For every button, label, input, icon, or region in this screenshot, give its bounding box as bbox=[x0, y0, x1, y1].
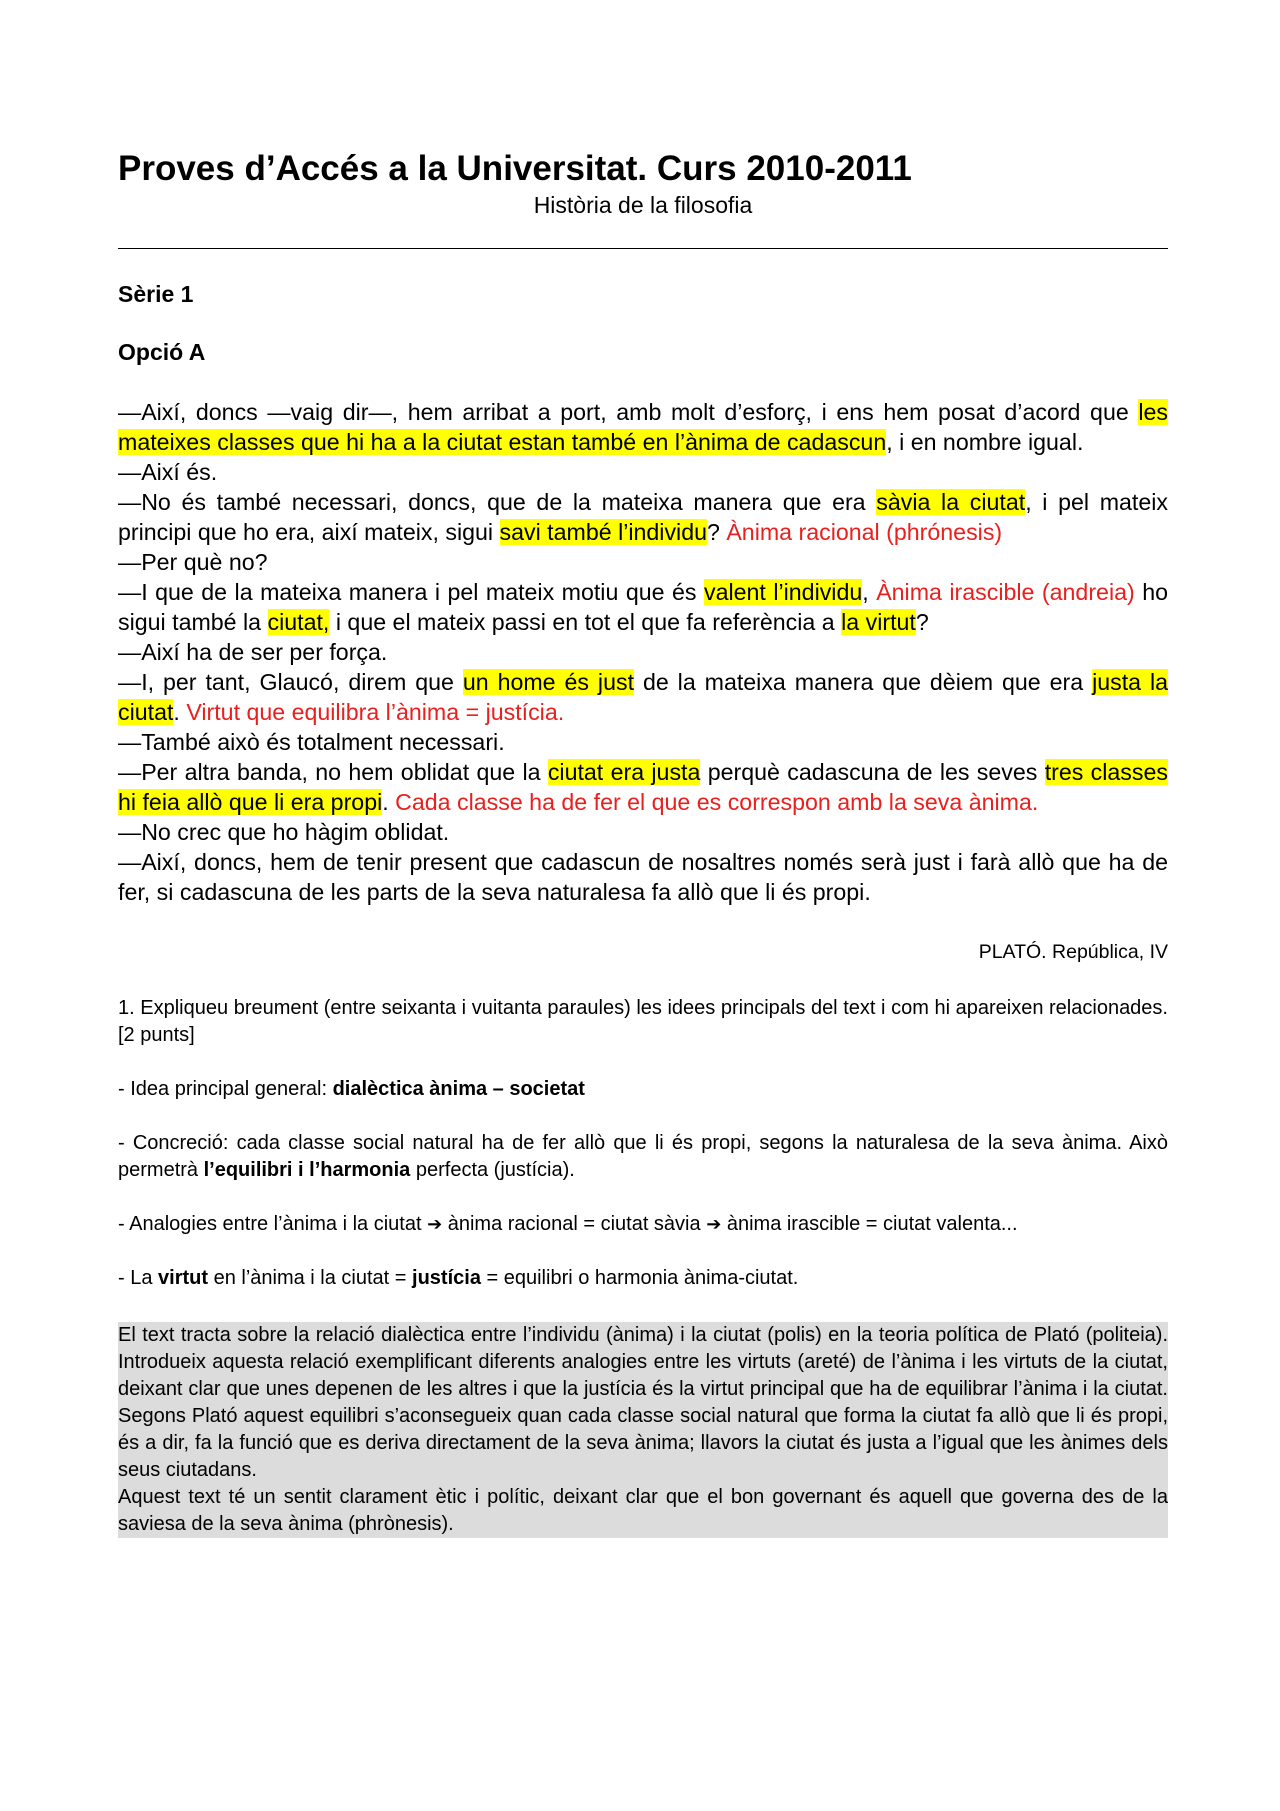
question: 1. Expliqueu breument (entre seixanta i vuitanta paraules) les idees principals del text i com hi apareixen relacionades. [2 punts] bbox=[118, 996, 1168, 1046]
highlight: ciutat era justa bbox=[547, 758, 701, 785]
highlight: un home és just bbox=[462, 668, 635, 695]
highlight: savi també l’individu bbox=[499, 518, 707, 545]
note-text: ànima racional = ciutat sàvia bbox=[442, 1212, 707, 1235]
text-span: . bbox=[173, 698, 187, 725]
plato-text bbox=[118, 397, 1168, 907]
highlight: ciutat, bbox=[267, 608, 330, 635]
note-bold: dialèctica ànima – societat bbox=[332, 1077, 585, 1100]
arrow-right-icon: ➔ bbox=[427, 1213, 443, 1234]
opcio-heading: Opció A bbox=[118, 338, 206, 365]
answer-paragraph: El text tracta sobre la relació dialèctica entre l’individu (ànima) i la ciutat (polis) en la teoria política de Plató (politeia). Introdueix aquesta relació exemplificant diferents analogies entre les virtuts (areté) de l’ànima i les virtuts de la ciutat, deixant clar que unes depenen de les altres i que la justícia és la virtut principal que ha de equilibrar l’ànima i la ciutat. Segons Plató aquest equilibri s’aconsegueix quan cada classe social natural que forma la ciutat fa allò que li és propi, és a dir, fa la funció que es deriva directament de la seva ànima; llavors la ciutat és justa a l’igual que les ànimes dels seus ciutadans. bbox=[118, 1323, 1168, 1481]
header-divider bbox=[118, 248, 1168, 249]
text-span: perquè cadascuna de les seves bbox=[700, 758, 1045, 785]
answer-paragraph: Aquest text té un sentit clarament ètic i polític, deixant clar que el bon governant és aquell que governa des de la saviesa de la seva ànima (phrònesis). bbox=[118, 1485, 1168, 1535]
note-analogies bbox=[118, 1211, 1168, 1238]
text-paragraph bbox=[118, 397, 1168, 457]
text-span: , i pel mateix principi que ho era, així mateix, sigui bbox=[118, 488, 1169, 545]
note-text: = equilibri o harmonia ànima-ciutat. bbox=[480, 1266, 799, 1289]
answer-box bbox=[118, 1322, 1168, 1538]
text-paragraph: —Així és. bbox=[118, 458, 218, 485]
note-main-idea bbox=[118, 1076, 1168, 1103]
text-paragraph bbox=[118, 577, 1168, 637]
highlight: la virtut bbox=[841, 608, 916, 635]
note-text: - Idea principal general: bbox=[118, 1077, 333, 1100]
document-page bbox=[118, 148, 1168, 1538]
highlight: justa la ciutat bbox=[118, 668, 1169, 725]
arrow-right-icon: ➔ bbox=[706, 1213, 722, 1234]
text-span: . bbox=[382, 788, 396, 815]
note-bold: virtut bbox=[158, 1266, 209, 1289]
text-span: de la mateixa manera que dèiem que era bbox=[634, 668, 1093, 695]
text-paragraph: —També això és totalment necessari. bbox=[118, 728, 505, 755]
note-text: perfecta (justícia). bbox=[410, 1158, 575, 1181]
highlight: sàvia la ciutat bbox=[876, 488, 1026, 515]
red-annotation: Ànima irascible (andreia) bbox=[876, 578, 1135, 605]
page-subtitle: Història de la filosofia bbox=[533, 192, 753, 218]
text-span: , i en nombre igual. bbox=[886, 428, 1084, 455]
text-paragraph bbox=[118, 487, 1168, 547]
text-span: —I que de la mateixa manera i pel mateix motiu que és bbox=[118, 578, 704, 605]
note-text: - Concreció: cada classe social natural ha de fer allò que li és propi, segons la naturalesa de la seva ànima. Això permetrà bbox=[118, 1131, 1168, 1181]
highlight: les mateixes classes que hi ha a la ciutat estan també en l’ànima de cadascun bbox=[118, 398, 1168, 455]
text-span: —Per altra banda, no hem oblidat que la bbox=[118, 758, 548, 785]
text-span: ? bbox=[707, 518, 727, 545]
text-span: —No és també necessari, doncs, que de la mateixa manera que era bbox=[118, 488, 877, 515]
text-paragraph: —Així ha de ser per força. bbox=[118, 638, 388, 665]
text-span: —I, per tant, Glaucó, direm que bbox=[118, 668, 463, 695]
text-source: PLATÓ. República, IV bbox=[978, 940, 1168, 963]
note-text: ànima irascible = ciutat valenta... bbox=[721, 1212, 1018, 1235]
text-paragraph bbox=[118, 667, 1168, 727]
note-bold: justícia bbox=[412, 1266, 481, 1289]
red-annotation: Ànima racional (phrónesis) bbox=[726, 518, 1003, 545]
text-span: ? bbox=[915, 608, 929, 635]
note-concretion bbox=[118, 1130, 1168, 1184]
text-paragraph bbox=[118, 757, 1168, 817]
text-span: , bbox=[862, 578, 877, 605]
red-annotation: Cada classe ha de fer el que es correspon amb la seva ànima. bbox=[395, 788, 1039, 815]
note-text: - La bbox=[118, 1266, 159, 1289]
note-virtue bbox=[118, 1265, 1168, 1292]
text-span: i que el mateix passi en tot el que fa referència a bbox=[329, 608, 842, 635]
text-paragraph: —Per què no? bbox=[118, 548, 268, 575]
text-paragraph: —No crec que ho hàgim oblidat. bbox=[118, 818, 450, 845]
text-span: —Així, doncs —vaig dir—, hem arribat a port, amb molt d’esforç, i ens hem posat d’acord que bbox=[118, 398, 1139, 425]
note-text: - Analogies entre l’ànima i la ciutat bbox=[118, 1212, 428, 1235]
highlight: valent l’individu bbox=[703, 578, 863, 605]
page-title: Proves d’Accés a la Universitat. Curs 2010-2011 bbox=[118, 149, 912, 188]
highlight: tres classes hi feia allò que li era propi bbox=[118, 758, 1168, 815]
note-text: en l’ànima i la ciutat = bbox=[208, 1266, 413, 1289]
text-paragraph: —Així, doncs, hem de tenir present que cadascun de nosaltres només serà just i farà allò que ha de fer, si cadascuna de les parts de la seva naturalesa fa allò que li és propi. bbox=[118, 848, 1168, 905]
red-annotation: Virtut que equilibra l’ànima = justícia. bbox=[186, 698, 565, 725]
serie-heading: Sèrie 1 bbox=[118, 280, 194, 307]
text-span: ho sigui també la bbox=[118, 578, 1168, 635]
note-bold: l’equilibri i l’harmonia bbox=[203, 1158, 411, 1181]
